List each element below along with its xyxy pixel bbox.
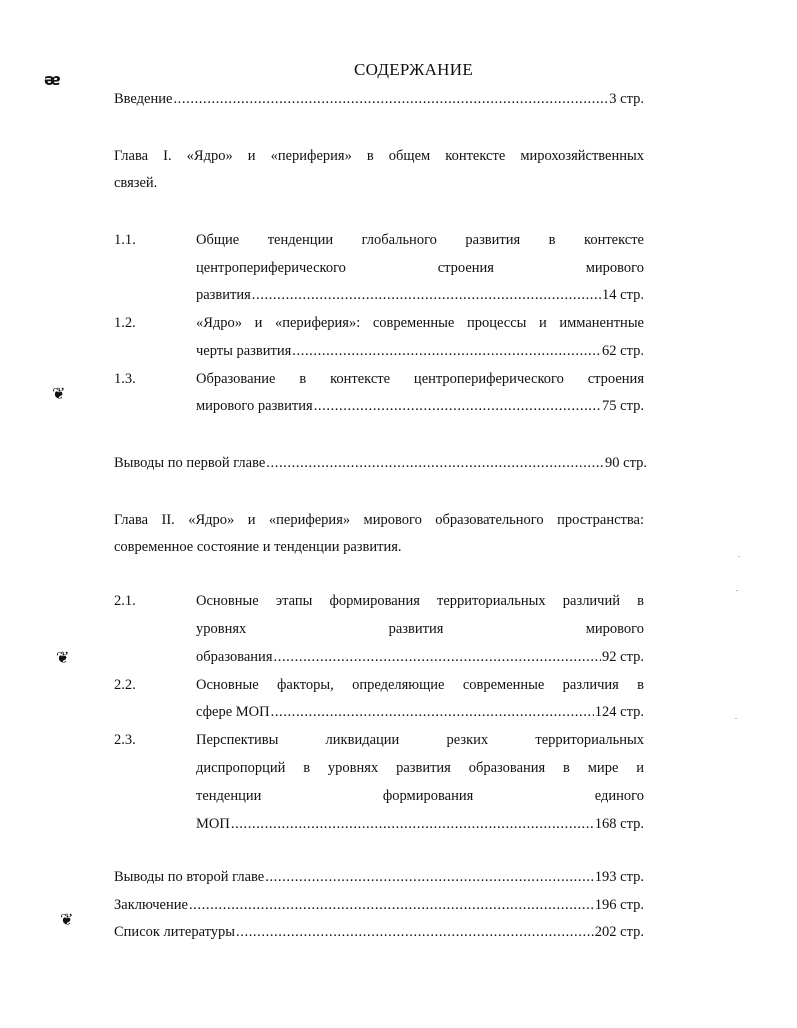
toc-entry-final[interactable] [114, 896, 644, 914]
toc-page: 75 стр. [602, 398, 644, 414]
toc-label: Список литературы [114, 924, 236, 940]
dot-leader [314, 397, 601, 415]
scan-mark-icon: ❦ [52, 384, 66, 403]
scan-mark-icon: ᴂ [44, 70, 61, 89]
dot-leader [252, 286, 601, 304]
toc-label: Введение [114, 91, 173, 107]
toc-entry-intro[interactable] [114, 90, 644, 108]
section-title-line: Образование в контексте центропериферического строения [196, 371, 644, 387]
chapter-heading-line: Глава II. «Ядро» и «периферия» мирового образовательного пространства: [114, 512, 644, 528]
toc-label: Выводы по второй главе [114, 869, 265, 885]
dot-leader [236, 923, 594, 941]
chapter-heading-line: Глава I. «Ядро» и «периферия» в общем контексте мирохозяйственных [114, 148, 644, 164]
section-number: 2.3. [114, 732, 136, 748]
toc-label: развития [196, 287, 251, 303]
toc-page: 193 стр. [594, 869, 644, 885]
toc-label: черты развития [196, 343, 292, 359]
section-title-line: Перспективы ликвидации резких территориальных [196, 732, 644, 748]
toc-page: 92 стр. [602, 649, 644, 665]
dot-leader [265, 868, 594, 886]
toc-entry-1-2[interactable] [196, 342, 644, 360]
toc-page: 14 стр. [602, 287, 644, 303]
section-number: 2.1. [114, 593, 136, 609]
toc-entry-1-1[interactable] [196, 286, 644, 304]
scan-speck [738, 556, 740, 557]
section-number: 1.1. [114, 232, 136, 248]
toc-page: 3 стр. [609, 91, 644, 107]
toc-entry-references[interactable] [114, 923, 644, 941]
toc-page: 168 стр. [594, 816, 644, 832]
scan-speck [735, 718, 737, 719]
section-number: 1.2. [114, 315, 136, 331]
scan-mark-icon: ❦ [56, 648, 70, 667]
section-title-line: Основные этапы формирования территориальных различий в [196, 593, 644, 609]
section-title-line: тенденции формирования единого [196, 788, 644, 804]
toc-label: Заключение [114, 897, 188, 913]
section-title-line: центропериферического строения мирового [196, 260, 644, 276]
toc-entry-conclusion-1[interactable] [114, 454, 647, 472]
dot-leader [231, 815, 594, 833]
page-title: СОДЕРЖАНИЕ [353, 60, 474, 79]
toc-label: мирового развития [196, 398, 313, 414]
dot-leader [292, 342, 601, 360]
section-title-line: диспропорций в уровнях развития образования в мире и [196, 760, 644, 776]
toc-entry-2-2[interactable] [196, 703, 644, 721]
toc-entry-1-3[interactable] [196, 397, 644, 415]
toc-page: 202 стр. [594, 924, 644, 940]
section-title-line: уровнях развития мирового [196, 621, 644, 637]
section-title-line: «Ядро» и «периферия»: современные процессы и имманентные [196, 315, 644, 331]
dot-leader [189, 896, 594, 914]
toc-page: 124 стр. [594, 704, 644, 720]
toc-label: МОП [196, 816, 230, 832]
toc-label: сфере МОП [196, 704, 270, 720]
section-title-line: Основные факторы, определяющие современные различия в [196, 677, 644, 693]
dot-leader [173, 90, 608, 108]
chapter-heading-line: связей. [114, 175, 158, 191]
toc-label: Выводы по первой главе [114, 455, 266, 471]
chapter-heading-line: современное состояние и тенденции развития. [114, 539, 402, 555]
section-number: 2.2. [114, 677, 136, 693]
toc-entry-conclusion-2[interactable] [114, 868, 644, 886]
toc-label: образования [196, 649, 273, 665]
section-number: 1.3. [114, 371, 136, 387]
dot-leader [274, 648, 602, 666]
scan-mark-icon: ❦ [60, 910, 74, 929]
toc-entry-2-3[interactable] [196, 815, 644, 833]
toc-entry-2-1[interactable] [196, 648, 644, 666]
dot-leader [266, 454, 604, 472]
scan-speck [736, 590, 738, 591]
toc-page: 62 стр. [602, 343, 644, 359]
dot-leader [271, 703, 594, 721]
toc-page: 90 стр. [605, 455, 647, 471]
toc-page: 196 стр. [594, 897, 644, 913]
section-title-line: Общие тенденции глобального развития в контексте [196, 232, 644, 248]
